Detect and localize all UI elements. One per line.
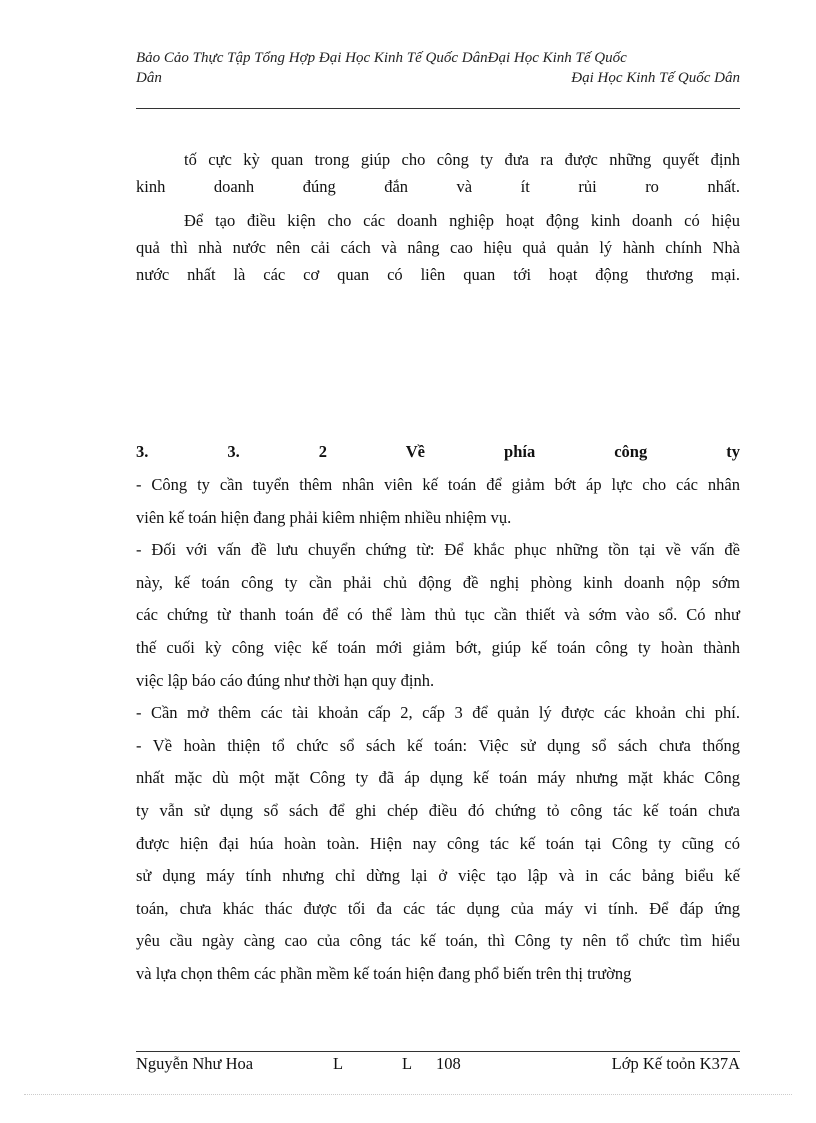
footer-author: Nguyễn Như Hoa <box>136 1054 254 1073</box>
paragraph-line: nước nhất là các cơ quan có liên quan tới hoạt động thương mại. <box>136 265 740 284</box>
paragraph-line: tố cực kỳ quan trong giúp cho công ty đưa ra được những quyết định <box>184 150 740 169</box>
page-edge-divider <box>24 1094 792 1095</box>
footer-mark: L <box>402 1054 413 1073</box>
section-heading-text: 3. 3. 2 Về phía công ty <box>136 442 740 461</box>
header-line-2 <box>136 68 740 88</box>
footer-class: Lớp Kế toỏn K37A <box>611 1054 740 1073</box>
header-line-2-left: Dân <box>136 70 162 86</box>
list-line: các chứng từ thanh toán để có thể làm thủ tục cần thiết và sớm vào sổ. Có như <box>136 605 740 625</box>
list-line: và lựa chọn thêm các phần mềm kế toán hiện đang phổ biến trên thị trường <box>136 963 632 983</box>
header-line-1: Bảo Cảo Thực Tập Tổng Hợp Đại Học Kinh Tế Quốc DânĐại Học Kinh Tế Quốc <box>136 50 627 66</box>
list-line: nhất mặc dù một mặt Công ty đã áp dụng kế toán máy nhưng mặt khác Công <box>136 768 740 788</box>
list-line: - Công ty cần tuyển thêm nhân viên kế toán để giảm bớt áp lực cho các nhân <box>136 475 740 494</box>
list-line: việc lập báo cáo đúng như thời hạn quy định. <box>136 670 435 690</box>
list-line: toán, chưa khác thác được tối đa các tác dụng của máy vi tính. Để đáp ứng <box>136 898 740 918</box>
list-line: - Về hoàn thiện tổ chức sổ sách kế toán: Việc sử dụng sổ sách chưa thống <box>136 735 740 755</box>
list-line: - Đối với vấn đề lưu chuyển chứng từ: Để khắc phục những tồn tại về vấn đề <box>136 540 740 560</box>
list-line: này, kế toán công ty cần phải chủ động đề nghị phòng kinh doanh nộp sớm <box>136 572 740 592</box>
paragraph-line: quả thì nhà nước nên cải cách và nâng cao hiệu quả quản lý hành chính Nhà <box>136 238 740 257</box>
paragraph-2 <box>136 207 740 288</box>
footer-divider <box>136 1051 740 1052</box>
list-line: viên kế toán hiện đang phải kiêm nhiệm nhiều nhiệm vụ. <box>136 507 512 527</box>
footer-mark: L <box>333 1054 344 1073</box>
section-heading <box>136 439 740 464</box>
header-line-2-right: Đại Học Kinh Tế Quốc Dân <box>571 70 740 86</box>
header-divider <box>136 108 740 109</box>
list-line: được hiện đại húa hoàn toàn. Hiện nay công tác kế toán tại Công ty cũng có <box>136 833 740 853</box>
paragraph-line: Để tạo điều kiện cho các doanh nghiệp hoạt động kinh doanh có hiệu <box>184 211 740 230</box>
paragraph-1 <box>136 146 740 200</box>
list-line: ty vẫn sử dụng sổ sách để ghi chép điều đó chứng tỏ công tác kế toán chưa <box>136 800 740 820</box>
running-footer <box>136 1054 740 1078</box>
list-line: sử dụng máy tính nhưng chỉ dừng lại ở việc tạo lập và in các bảng biểu kế <box>136 866 740 886</box>
list-line: - Cần mở thêm các tài khoản cấp 2, cấp 3 để quản lý được các khoản chi phí. <box>136 703 740 723</box>
list-line: thế cuối kỳ công việc kế toán mới giảm bớt, giúp kế toán công ty hoàn thành <box>136 637 740 657</box>
paragraph-line: kinh doanh đúng đắn và ít rủi ro nhất. <box>136 177 740 196</box>
list-line: yêu cầu ngày càng cao của công tác kế toán, thì Công ty nên tổ chức tìm hiểu <box>136 931 740 951</box>
page-number: 108 <box>436 1054 461 1073</box>
recommendation-list <box>136 469 740 991</box>
running-header <box>136 48 740 88</box>
